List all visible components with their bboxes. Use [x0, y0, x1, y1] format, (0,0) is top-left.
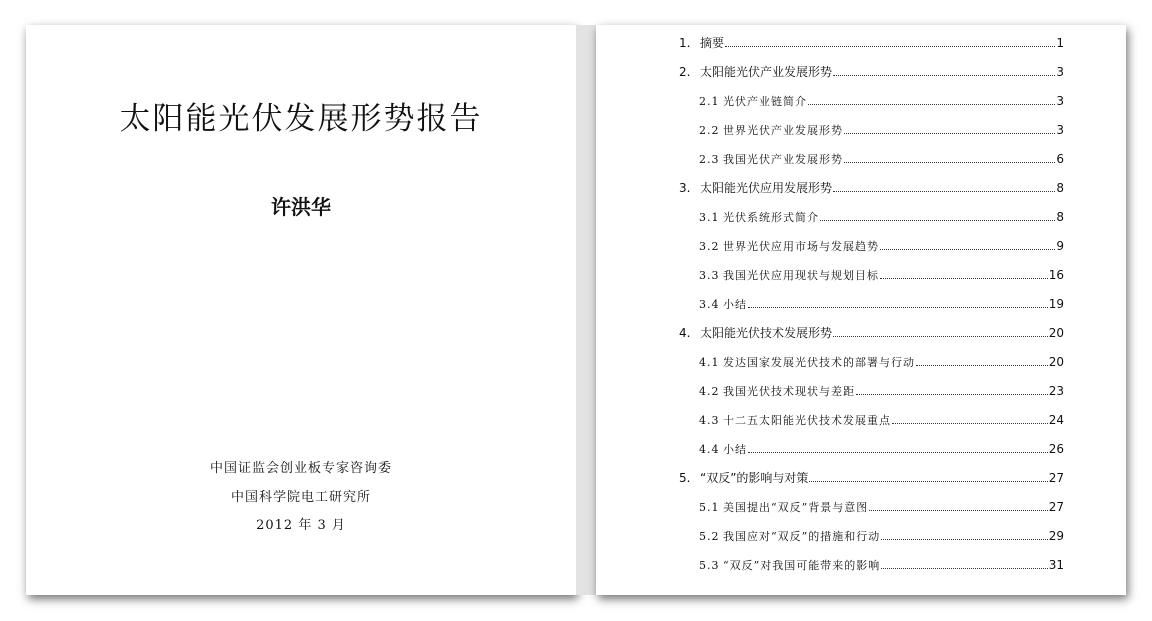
toc-leader [880, 265, 1048, 279]
toc-leader [856, 381, 1048, 395]
toc-number: 1. [679, 36, 691, 50]
toc-leader [892, 410, 1048, 424]
toc-leader [820, 207, 1055, 221]
toc-title: 光伏产业链简介 [723, 95, 807, 108]
toc-page-number: 19 [1048, 297, 1064, 311]
toc-page-number: 31 [1048, 558, 1064, 572]
toc-title: 美国提出“双反”背景与意图 [723, 501, 869, 514]
toc-number: 3.2 [699, 240, 720, 253]
toc-page-number: 24 [1048, 413, 1064, 427]
toc-page-number: 23 [1048, 384, 1064, 398]
toc-number: 3.3 [699, 269, 720, 282]
toc-leader [844, 149, 1055, 163]
toc-entry[interactable] [699, 149, 1064, 169]
toc-page-number: 26 [1048, 442, 1064, 456]
toc-leader [881, 526, 1047, 540]
toc-title: 光伏系统形式简介 [723, 211, 819, 224]
institution-2: 中国科学院电工研究所 [230, 490, 371, 505]
toc-leader [880, 236, 1055, 250]
toc-entry[interactable] [699, 555, 1064, 575]
toc-leader [725, 33, 1055, 47]
toc-leader [844, 120, 1055, 134]
author-name: 许洪华 [271, 195, 331, 219]
toc-entry[interactable] [699, 439, 1064, 459]
toc-title: “双反”对我国可能带来的影响 [723, 559, 881, 572]
toc-number: 4. [679, 326, 691, 340]
toc-page-number: 16 [1048, 268, 1064, 282]
toc-page-number: 3 [1056, 123, 1064, 137]
toc-number: 5.3 [699, 559, 720, 572]
toc-title: 太阳能光伏技术发展形势 [700, 326, 833, 340]
toc-entry[interactable] [699, 526, 1064, 546]
toc-entry[interactable] [679, 62, 1064, 82]
toc-leader [748, 439, 1048, 453]
toc-page-number: 6 [1056, 152, 1064, 166]
toc-number: 4.1 [699, 356, 720, 369]
toc-entry[interactable] [679, 178, 1064, 198]
toc-page-number: 27 [1048, 471, 1064, 485]
toc-number: 3. [679, 181, 691, 195]
toc-title: 发达国家发展光伏技术的部署与行动 [723, 356, 915, 369]
toc-page-number: 20 [1048, 326, 1064, 340]
toc-leader [833, 178, 1055, 192]
toc-entry[interactable] [699, 294, 1064, 314]
toc-leader [916, 352, 1048, 366]
toc-title: 小结 [723, 443, 747, 456]
toc-leader [881, 555, 1047, 569]
toc-entry[interactable] [699, 381, 1064, 401]
toc-leader [833, 62, 1055, 76]
toc-entry[interactable] [679, 323, 1064, 343]
page-gutter [576, 25, 596, 595]
toc-number: 4.2 [699, 385, 720, 398]
toc-number: 3.1 [699, 211, 720, 224]
toc-entry[interactable] [699, 91, 1064, 111]
report-date: 2012 年 3 月 [256, 518, 346, 533]
toc-title: 世界光伏应用市场与发展趋势 [723, 240, 879, 253]
toc-entry[interactable] [699, 236, 1064, 256]
institution-1: 中国证监会创业板专家咨询委 [209, 461, 392, 476]
toc-leader [809, 468, 1047, 482]
toc-title: “双反”的影响与对策 [700, 471, 809, 485]
toc-page-number: 27 [1048, 500, 1064, 514]
toc-page-number: 20 [1048, 355, 1064, 369]
cover-page [26, 25, 576, 595]
toc-page-number: 9 [1056, 239, 1064, 253]
toc-page-number: 3 [1056, 94, 1064, 108]
report-title: 太阳能光伏发展形势报告 [119, 101, 483, 137]
toc-page-number: 1 [1056, 36, 1064, 50]
toc-number: 3.4 [699, 298, 720, 311]
toc-title: 十二五太阳能光伏技术发展重点 [723, 414, 891, 427]
toc-page [596, 25, 1126, 595]
toc-leader [869, 497, 1047, 511]
toc-entry[interactable] [679, 468, 1064, 488]
toc-entry[interactable] [699, 265, 1064, 285]
toc-title: 我国光伏技术现状与差距 [723, 385, 855, 398]
toc-entry[interactable] [699, 120, 1064, 140]
toc-number: 5.1 [699, 501, 720, 514]
toc-title: 世界光伏产业发展形势 [723, 124, 843, 137]
toc-entry[interactable] [699, 352, 1064, 372]
toc-number: 2.2 [699, 124, 720, 137]
toc-page-number: 8 [1056, 181, 1064, 195]
toc-entry[interactable] [699, 497, 1064, 517]
toc-entry[interactable] [699, 207, 1064, 227]
toc-number: 2.3 [699, 153, 720, 166]
toc-title: 太阳能光伏应用发展形势 [700, 181, 833, 195]
toc-title: 我国光伏应用现状与规划目标 [723, 269, 879, 282]
toc-number: 4.4 [699, 443, 720, 456]
toc-number: 5.2 [699, 530, 720, 543]
toc-title: 太阳能光伏产业发展形势 [700, 65, 833, 79]
toc-entry[interactable] [679, 33, 1064, 53]
toc-number: 4.3 [699, 414, 720, 427]
toc-entry[interactable] [699, 410, 1064, 430]
toc-number: 2.1 [699, 95, 720, 108]
toc-page-number: 8 [1056, 210, 1064, 224]
toc-number: 2. [679, 65, 691, 79]
toc-leader [748, 294, 1048, 308]
toc-leader [833, 323, 1048, 337]
toc-page-number: 29 [1048, 529, 1064, 543]
toc-number: 5. [679, 471, 691, 485]
toc-title: 摘要 [700, 36, 725, 50]
toc-leader [808, 91, 1055, 105]
toc-title: 小结 [723, 298, 747, 311]
toc-title: 我国光伏产业发展形势 [723, 153, 843, 166]
toc-page-number: 3 [1056, 65, 1064, 79]
toc-title: 我国应对“双反”的措施和行动 [723, 530, 881, 543]
